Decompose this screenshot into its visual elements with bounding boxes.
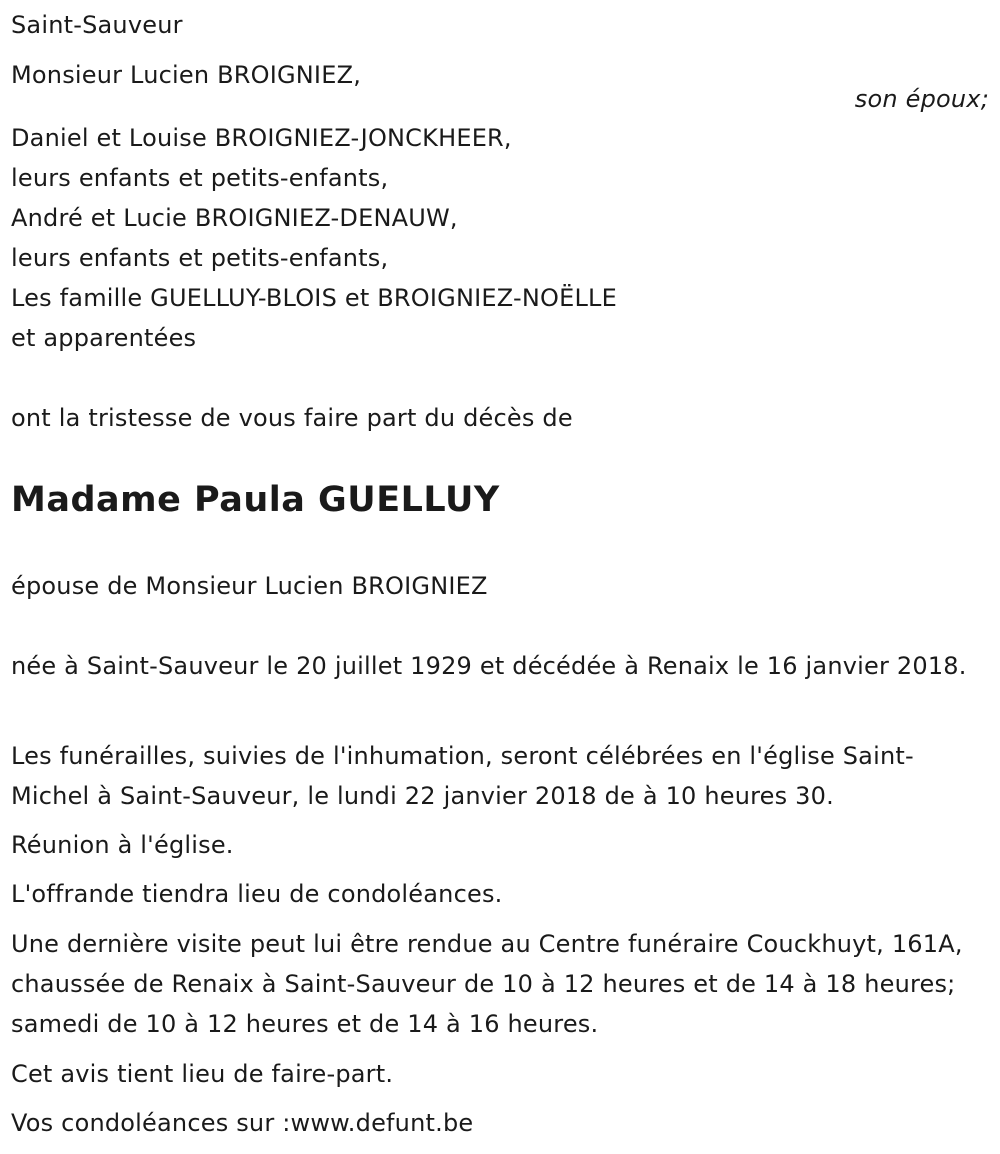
deceased-name: Madame Paula GUELLUY [11,480,500,520]
announcement-text: ont la tristesse de vous faire part du décès de [11,404,573,432]
notice-text: Cet avis tient lieu de faire-part. [11,1060,394,1088]
condolences-text: Vos condoléances sur :www.defunt.be [11,1109,474,1137]
visit-text: Une dernière visite peut lui être rendue au Centre funéraire Couckhuyt, 161A, chaussée de Renaix à Saint-Sauveur de 10 à 12 heures et de 14 à 18 heures; samedi de 10 à 12 heures et de 14 à 16 heures. [11,930,963,1038]
funeral-text: Les funérailles, suivies de l'inhumation, seront célébrées en l'église Saint-Michel à Saint-Sauveur, le lundi 22 janvier 2018 de à 10 heures 30. [11,742,914,810]
spouse-role: son époux; [854,85,989,113]
family-line: et apparentées [11,324,197,352]
location-heading: Saint-Sauveur [11,11,183,39]
family-line: leurs enfants et petits-enfants, [11,164,389,192]
family-line: Daniel et Louise BROIGNIEZ-JONCKHEER, [11,124,512,152]
birth-death-text: née à Saint-Sauveur le 20 juillet 1929 et décédée à Renaix le 16 janvier 2018. [11,652,967,680]
family-line: André et Lucie BROIGNIEZ-DENAUW, [11,204,458,232]
spouse-of-text: épouse de Monsieur Lucien BROIGNIEZ [11,572,488,600]
spouse-name: Monsieur Lucien BROIGNIEZ, [11,61,362,89]
family-line: leurs enfants et petits-enfants, [11,244,389,272]
meeting-text: Réunion à l'église. [11,831,234,859]
family-line: Les famille GUELLUY-BLOIS et BROIGNIEZ-NOËLLE [11,284,617,312]
offering-text: L'offrande tiendra lieu de condoléances. [11,880,503,908]
